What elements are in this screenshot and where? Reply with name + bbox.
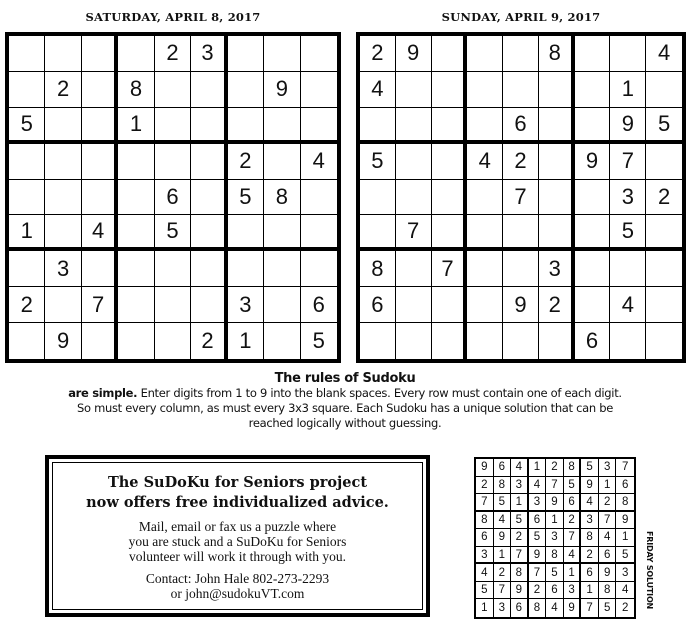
sudoku-cell: 7: [494, 582, 512, 600]
sudoku-cell: 9: [529, 547, 547, 565]
sudoku-cell[interactable]: [610, 36, 646, 72]
sudoku-cell: 8: [546, 547, 564, 565]
sudoku-cell: 2: [511, 529, 529, 547]
sudoku-cell: 6: [511, 599, 529, 617]
sudoku-cell[interactable]: [264, 108, 300, 144]
sudoku-cell[interactable]: 8: [360, 251, 396, 287]
sudoku-cell: 6: [476, 529, 494, 547]
sudoku-cell[interactable]: 9: [503, 287, 539, 323]
sudoku-cell: 6: [616, 477, 634, 495]
sudoku-cell[interactable]: [432, 144, 468, 180]
sudoku-cell[interactable]: 2: [9, 287, 45, 323]
sudoku-cell[interactable]: [9, 72, 45, 108]
sudoku-cell[interactable]: 2: [191, 323, 227, 359]
sudoku-cell[interactable]: [155, 251, 191, 287]
sudoku-cell[interactable]: [301, 72, 337, 108]
sudoku-cell: 1: [529, 459, 547, 477]
sudoku-cell[interactable]: [396, 287, 432, 323]
sudoku-cell[interactable]: [467, 251, 503, 287]
sudoku-cell: 1: [494, 547, 512, 565]
sudoku-cell[interactable]: [646, 251, 682, 287]
sudoku-cell[interactable]: [539, 180, 575, 216]
sudoku-cell[interactable]: [82, 108, 118, 144]
sudoku-cell[interactable]: [360, 323, 396, 359]
sudoku-cell[interactable]: [301, 251, 337, 287]
promo-body-3: volunteer will work it through with you.: [128, 549, 347, 564]
sudoku-cell[interactable]: 6: [575, 323, 611, 359]
sudoku-cell[interactable]: [82, 36, 118, 72]
sudoku-cell: 2: [564, 512, 582, 530]
sudoku-cell[interactable]: 4: [467, 144, 503, 180]
sudoku-cell[interactable]: [503, 215, 539, 251]
sudoku-cell[interactable]: [191, 251, 227, 287]
sudoku-cell[interactable]: [396, 108, 432, 144]
sudoku-cell[interactable]: [575, 251, 611, 287]
sudoku-cell[interactable]: 5: [360, 144, 396, 180]
sudoku-cell[interactable]: 8: [118, 72, 154, 108]
sudoku-cell: 7: [616, 459, 634, 477]
sudoku-cell[interactable]: [155, 108, 191, 144]
sudoku-cell[interactable]: [467, 287, 503, 323]
sudoku-cell: 7: [546, 477, 564, 495]
sudoku-cell[interactable]: [9, 180, 45, 216]
sudoku-cell[interactable]: [432, 36, 468, 72]
sudoku-cell: 8: [494, 477, 512, 495]
sudoku-cell[interactable]: [191, 215, 227, 251]
sudoku-cell[interactable]: [228, 72, 264, 108]
sudoku-cell[interactable]: [264, 251, 300, 287]
sudoku-cell[interactable]: 5: [312, 328, 325, 354]
sudoku-cell[interactable]: [396, 180, 432, 216]
sudoku-cell[interactable]: [467, 36, 503, 72]
sudoku-cell[interactable]: [264, 144, 300, 180]
sudoku-cell[interactable]: 9: [396, 36, 432, 72]
sudoku-cell: 1: [616, 529, 634, 547]
sudoku-cell[interactable]: [432, 108, 468, 144]
sudoku-cell: 3: [511, 477, 529, 495]
sudoku-cell: 5: [616, 547, 634, 565]
sudoku-cell[interactable]: 2: [45, 72, 81, 108]
sudoku-cell: 4: [599, 529, 617, 547]
sudoku-cell: 4: [511, 459, 529, 477]
sudoku-cell[interactable]: [575, 72, 611, 108]
sudoku-cell[interactable]: [9, 323, 45, 359]
sudoku-cell[interactable]: [575, 287, 611, 323]
sudoku-cell[interactable]: [118, 36, 154, 72]
sudoku-cell[interactable]: [9, 251, 45, 287]
sudoku-cell: 9: [564, 599, 582, 617]
sudoku-cell[interactable]: [45, 108, 81, 144]
sudoku-cell[interactable]: 5: [646, 108, 682, 144]
sudoku-cell[interactable]: 2: [646, 180, 682, 216]
sudoku-cell[interactable]: [539, 72, 575, 108]
sudoku-cell[interactable]: [575, 180, 611, 216]
sudoku-cell[interactable]: [264, 215, 300, 251]
sudoku-cell[interactable]: [539, 144, 575, 180]
sudoku-cell[interactable]: [646, 144, 682, 180]
promo-body-1: Mail, email or fax us a puzzle where: [138, 519, 337, 534]
sudoku-cell[interactable]: [503, 251, 539, 287]
sudoku-cell[interactable]: [467, 180, 503, 216]
seniors-promo-box: [45, 455, 430, 617]
sudoku-cell[interactable]: [228, 251, 264, 287]
promo-inner-frame: [52, 462, 423, 610]
sudoku-cell[interactable]: [191, 287, 227, 323]
sudoku-cell[interactable]: [155, 72, 191, 108]
sudoku-cell[interactable]: [82, 323, 118, 359]
sudoku-rules: [0, 371, 690, 431]
sudoku-cell[interactable]: [118, 215, 154, 251]
sudoku-cell[interactable]: [82, 144, 118, 180]
sudoku-cell[interactable]: 9: [45, 323, 81, 359]
sudoku-cell[interactable]: 7: [396, 215, 432, 251]
sudoku-cell: 9: [616, 512, 634, 530]
sudoku-cell: 9: [546, 494, 564, 512]
sudoku-cell[interactable]: 3: [45, 251, 81, 287]
sudoku-cell: 1: [581, 582, 599, 600]
sudoku-cell: 2: [476, 477, 494, 495]
sudoku-cell[interactable]: 7: [432, 251, 468, 287]
sudoku-cell: 1: [599, 477, 617, 495]
sudoku-cell[interactable]: [45, 287, 81, 323]
sudoku-cell: 3: [546, 529, 564, 547]
sudoku-cell[interactable]: [301, 108, 337, 144]
sudoku-cell[interactable]: [575, 36, 611, 72]
sudoku-cell[interactable]: 5: [155, 215, 191, 251]
sudoku-cell: 8: [511, 564, 529, 582]
sudoku-cell: 4: [546, 599, 564, 617]
sudoku-cell[interactable]: [228, 36, 264, 72]
sudoku-cell: 7: [564, 529, 582, 547]
sudoku-cell: 8: [476, 512, 494, 530]
sudoku-cell[interactable]: 4: [82, 215, 118, 251]
sudoku-cell[interactable]: [396, 323, 432, 359]
sudoku-cell: 2: [581, 547, 599, 565]
sudoku-cell: 4: [581, 494, 599, 512]
sudoku-cell: 9: [494, 529, 512, 547]
sudoku-cell[interactable]: [432, 180, 468, 216]
sudoku-cell: 1: [476, 599, 494, 617]
promo-contact-phone: Contact: John Hale 802-273-2293: [145, 571, 330, 586]
sudoku-cell[interactable]: 4: [301, 144, 337, 180]
sudoku-cell: 6: [581, 564, 599, 582]
sudoku-cell[interactable]: [45, 180, 81, 216]
sudoku-cell: 2: [599, 494, 617, 512]
sudoku-cell[interactable]: [467, 215, 503, 251]
sudoku-cell: 9: [599, 564, 617, 582]
sudoku-cell[interactable]: 1: [9, 215, 45, 251]
sudoku-cell: 4: [564, 547, 582, 565]
sudoku-cell[interactable]: [264, 287, 300, 323]
sudoku-cell[interactable]: 6: [155, 180, 191, 216]
sudoku-cell: 6: [564, 494, 582, 512]
sudoku-cell[interactable]: 5: [610, 215, 646, 251]
rules-title: The rules of Sudoku: [274, 371, 416, 386]
sudoku-cell[interactable]: [301, 215, 337, 251]
sudoku-cell[interactable]: [9, 36, 45, 72]
sudoku-cell[interactable]: 2: [503, 144, 539, 180]
sudoku-cell: 3: [564, 582, 582, 600]
sudoku-cell[interactable]: [82, 251, 118, 287]
sudoku-cell[interactable]: 1: [118, 108, 154, 144]
sudoku-cell: 4: [529, 477, 547, 495]
sudoku-cell: 8: [564, 459, 582, 477]
rules-line-2: So must every column, as must every 3x3 square. Each Sudoku has a unique solution that can be: [76, 401, 614, 415]
sudoku-cell: 9: [511, 582, 529, 600]
sudoku-cell[interactable]: [360, 215, 396, 251]
sudoku-cell: 7: [599, 512, 617, 530]
sudoku-cell: 2: [546, 459, 564, 477]
sudoku-cell[interactable]: [264, 323, 300, 359]
sudoku-cell[interactable]: [646, 287, 682, 323]
sudoku-cell[interactable]: [45, 144, 81, 180]
sudoku-cell[interactable]: [360, 180, 396, 216]
sudoku-cell: 6: [599, 547, 617, 565]
sudoku-cell: 5: [581, 459, 599, 477]
sudoku-cell: 3: [494, 599, 512, 617]
sudoku-cell: 1: [511, 494, 529, 512]
sudoku-cell[interactable]: [646, 323, 682, 359]
sudoku-cell: 9: [581, 477, 599, 495]
sudoku-cell[interactable]: [467, 72, 503, 108]
sudoku-cell[interactable]: 2: [360, 36, 396, 72]
sudoku-cell[interactable]: 2: [228, 144, 264, 180]
sudoku-cell[interactable]: [467, 323, 503, 359]
sudoku-cell[interactable]: [432, 287, 468, 323]
sudoku-cell[interactable]: [539, 108, 575, 144]
sudoku-cell: 3: [529, 494, 547, 512]
sudoku-cell[interactable]: [396, 144, 432, 180]
sudoku-cell[interactable]: 1: [610, 72, 646, 108]
sudoku-cell[interactable]: [118, 180, 154, 216]
sudoku-cell[interactable]: [539, 323, 575, 359]
sudoku-cell: 7: [511, 547, 529, 565]
sudoku-cell[interactable]: [45, 36, 81, 72]
sudoku-cell[interactable]: 7: [610, 144, 646, 180]
sudoku-cell[interactable]: [82, 72, 118, 108]
sudoku-cell[interactable]: [191, 180, 227, 216]
sudoku-cell: 7: [529, 564, 547, 582]
sudoku-cell[interactable]: [228, 215, 264, 251]
sudoku-cell: 7: [581, 599, 599, 617]
sudoku-cell[interactable]: [228, 108, 264, 144]
sudoku-cell[interactable]: 5: [9, 108, 45, 144]
sudoku-cell[interactable]: [118, 323, 154, 359]
sudoku-cell[interactable]: [646, 215, 682, 251]
sudoku-cell[interactable]: [575, 215, 611, 251]
sudoku-cell[interactable]: 4: [610, 287, 646, 323]
sudoku-cell[interactable]: 4: [646, 36, 682, 72]
sudoku-cell[interactable]: [191, 72, 227, 108]
sudoku-cell[interactable]: [610, 251, 646, 287]
promo-headline: [53, 473, 422, 513]
sudoku-cell[interactable]: 5: [228, 180, 264, 216]
sudoku-cell[interactable]: [191, 108, 227, 144]
sudoku-cell: 5: [476, 582, 494, 600]
sudoku-cell[interactable]: [191, 144, 227, 180]
friday-solution-grid: [474, 457, 636, 619]
sudoku-cell[interactable]: [503, 323, 539, 359]
sudoku-cell[interactable]: [396, 72, 432, 108]
sudoku-cell[interactable]: [82, 180, 118, 216]
sudoku-cell: 5: [511, 512, 529, 530]
sudoku-cell: 5: [564, 477, 582, 495]
sudoku-cell: 5: [546, 564, 564, 582]
sudoku-cell[interactable]: [503, 72, 539, 108]
sudoku-cell: 5: [599, 599, 617, 617]
sudoku-cell[interactable]: 8: [539, 36, 575, 72]
sudoku-cell[interactable]: [155, 144, 191, 180]
sudoku-cell[interactable]: 8: [264, 180, 300, 216]
sudoku-cell[interactable]: [301, 36, 337, 72]
rules-line-1-text: Enter digits from 1 to 9 into the blank spaces. Every row must contain one of each digit.: [137, 386, 622, 400]
sunday-date-heading: SUNDAY, APRIL 9, 2017: [441, 10, 601, 24]
sudoku-cell: 6: [494, 459, 512, 477]
sudoku-cell: 3: [476, 547, 494, 565]
sudoku-cell[interactable]: [646, 72, 682, 108]
sudoku-cell[interactable]: [432, 215, 468, 251]
sudoku-cell[interactable]: [360, 108, 396, 144]
sudoku-cell[interactable]: 2: [155, 36, 191, 72]
promo-contact: [53, 571, 422, 601]
sudoku-cell: 7: [476, 494, 494, 512]
sudoku-cell[interactable]: 9: [264, 72, 300, 108]
sudoku-cell: 4: [494, 512, 512, 530]
rules-line-3: reached logically without guessing.: [248, 416, 442, 430]
sudoku-cell[interactable]: 1: [228, 323, 264, 359]
sudoku-cell: 3: [599, 459, 617, 477]
sudoku-cell[interactable]: [155, 323, 191, 359]
sudoku-cell: 6: [529, 512, 547, 530]
saturday-sudoku-grid: [5, 32, 341, 363]
sudoku-cell: 1: [546, 512, 564, 530]
sudoku-cell: 9: [476, 459, 494, 477]
sudoku-cell: 4: [616, 582, 634, 600]
sudoku-cell: 3: [616, 564, 634, 582]
sudoku-cell[interactable]: 6: [301, 287, 337, 323]
sudoku-cell: 8: [599, 582, 617, 600]
sudoku-cell[interactable]: [575, 108, 611, 144]
sudoku-cell[interactable]: [118, 251, 154, 287]
sudoku-cell: 8: [529, 599, 547, 617]
sunday-sudoku-grid: [356, 32, 686, 363]
sudoku-cell: 2: [622, 602, 629, 615]
sudoku-cell: 2: [494, 564, 512, 582]
rules-lead: are simple.: [68, 386, 138, 400]
sudoku-cell[interactable]: 9: [575, 144, 611, 180]
sudoku-cell[interactable]: [118, 144, 154, 180]
sudoku-cell: 5: [494, 494, 512, 512]
sudoku-cell[interactable]: [264, 36, 300, 72]
sudoku-cell: 2: [529, 582, 547, 600]
sudoku-cell[interactable]: [539, 215, 575, 251]
sudoku-cell[interactable]: 6: [360, 287, 396, 323]
sudoku-cell: 5: [529, 529, 547, 547]
sudoku-cell: 8: [616, 494, 634, 512]
sudoku-cell[interactable]: 7: [82, 287, 118, 323]
sudoku-cell[interactable]: [118, 287, 154, 323]
saturday-date-heading: SATURDAY, APRIL 8, 2017: [85, 10, 261, 24]
sudoku-cell: 1: [564, 564, 582, 582]
sudoku-cell[interactable]: 3: [191, 36, 227, 72]
sudoku-cell[interactable]: 3: [228, 287, 264, 323]
sudoku-cell[interactable]: 3: [610, 180, 646, 216]
sudoku-cell[interactable]: [396, 251, 432, 287]
sudoku-cell[interactable]: 2: [539, 287, 575, 323]
sudoku-cell[interactable]: 4: [360, 72, 396, 108]
sudoku-cell[interactable]: [467, 108, 503, 144]
sudoku-cell[interactable]: [432, 323, 468, 359]
promo-body-2: you are stuck and a SuDoKu for Seniors: [128, 534, 347, 549]
sudoku-cell[interactable]: [9, 144, 45, 180]
sudoku-cell: 6: [546, 582, 564, 600]
sudoku-cell[interactable]: 7: [503, 180, 539, 216]
sudoku-cell[interactable]: 6: [503, 108, 539, 144]
sudoku-cell: 8: [581, 529, 599, 547]
sudoku-cell[interactable]: [610, 323, 646, 359]
rules-line-1: [0, 386, 690, 401]
promo-contact-email[interactable]: or john@sudokuVT.com: [170, 586, 305, 601]
sudoku-cell[interactable]: [45, 215, 81, 251]
sudoku-cell[interactable]: [503, 36, 539, 72]
sudoku-cell[interactable]: 3: [539, 251, 575, 287]
sudoku-cell[interactable]: [155, 287, 191, 323]
promo-headline-1: The SuDoKu for Seniors project: [107, 474, 368, 491]
promo-headline-2: now offers free individualized advice.: [86, 494, 389, 511]
sudoku-cell[interactable]: [432, 72, 468, 108]
friday-solution-label: FRIDAY SOLUTION: [645, 530, 654, 610]
sudoku-cell[interactable]: 9: [610, 108, 646, 144]
sudoku-cell: 3: [581, 512, 599, 530]
promo-body: [53, 519, 422, 564]
sudoku-cell: 4: [476, 564, 494, 582]
sudoku-cell[interactable]: [301, 180, 337, 216]
